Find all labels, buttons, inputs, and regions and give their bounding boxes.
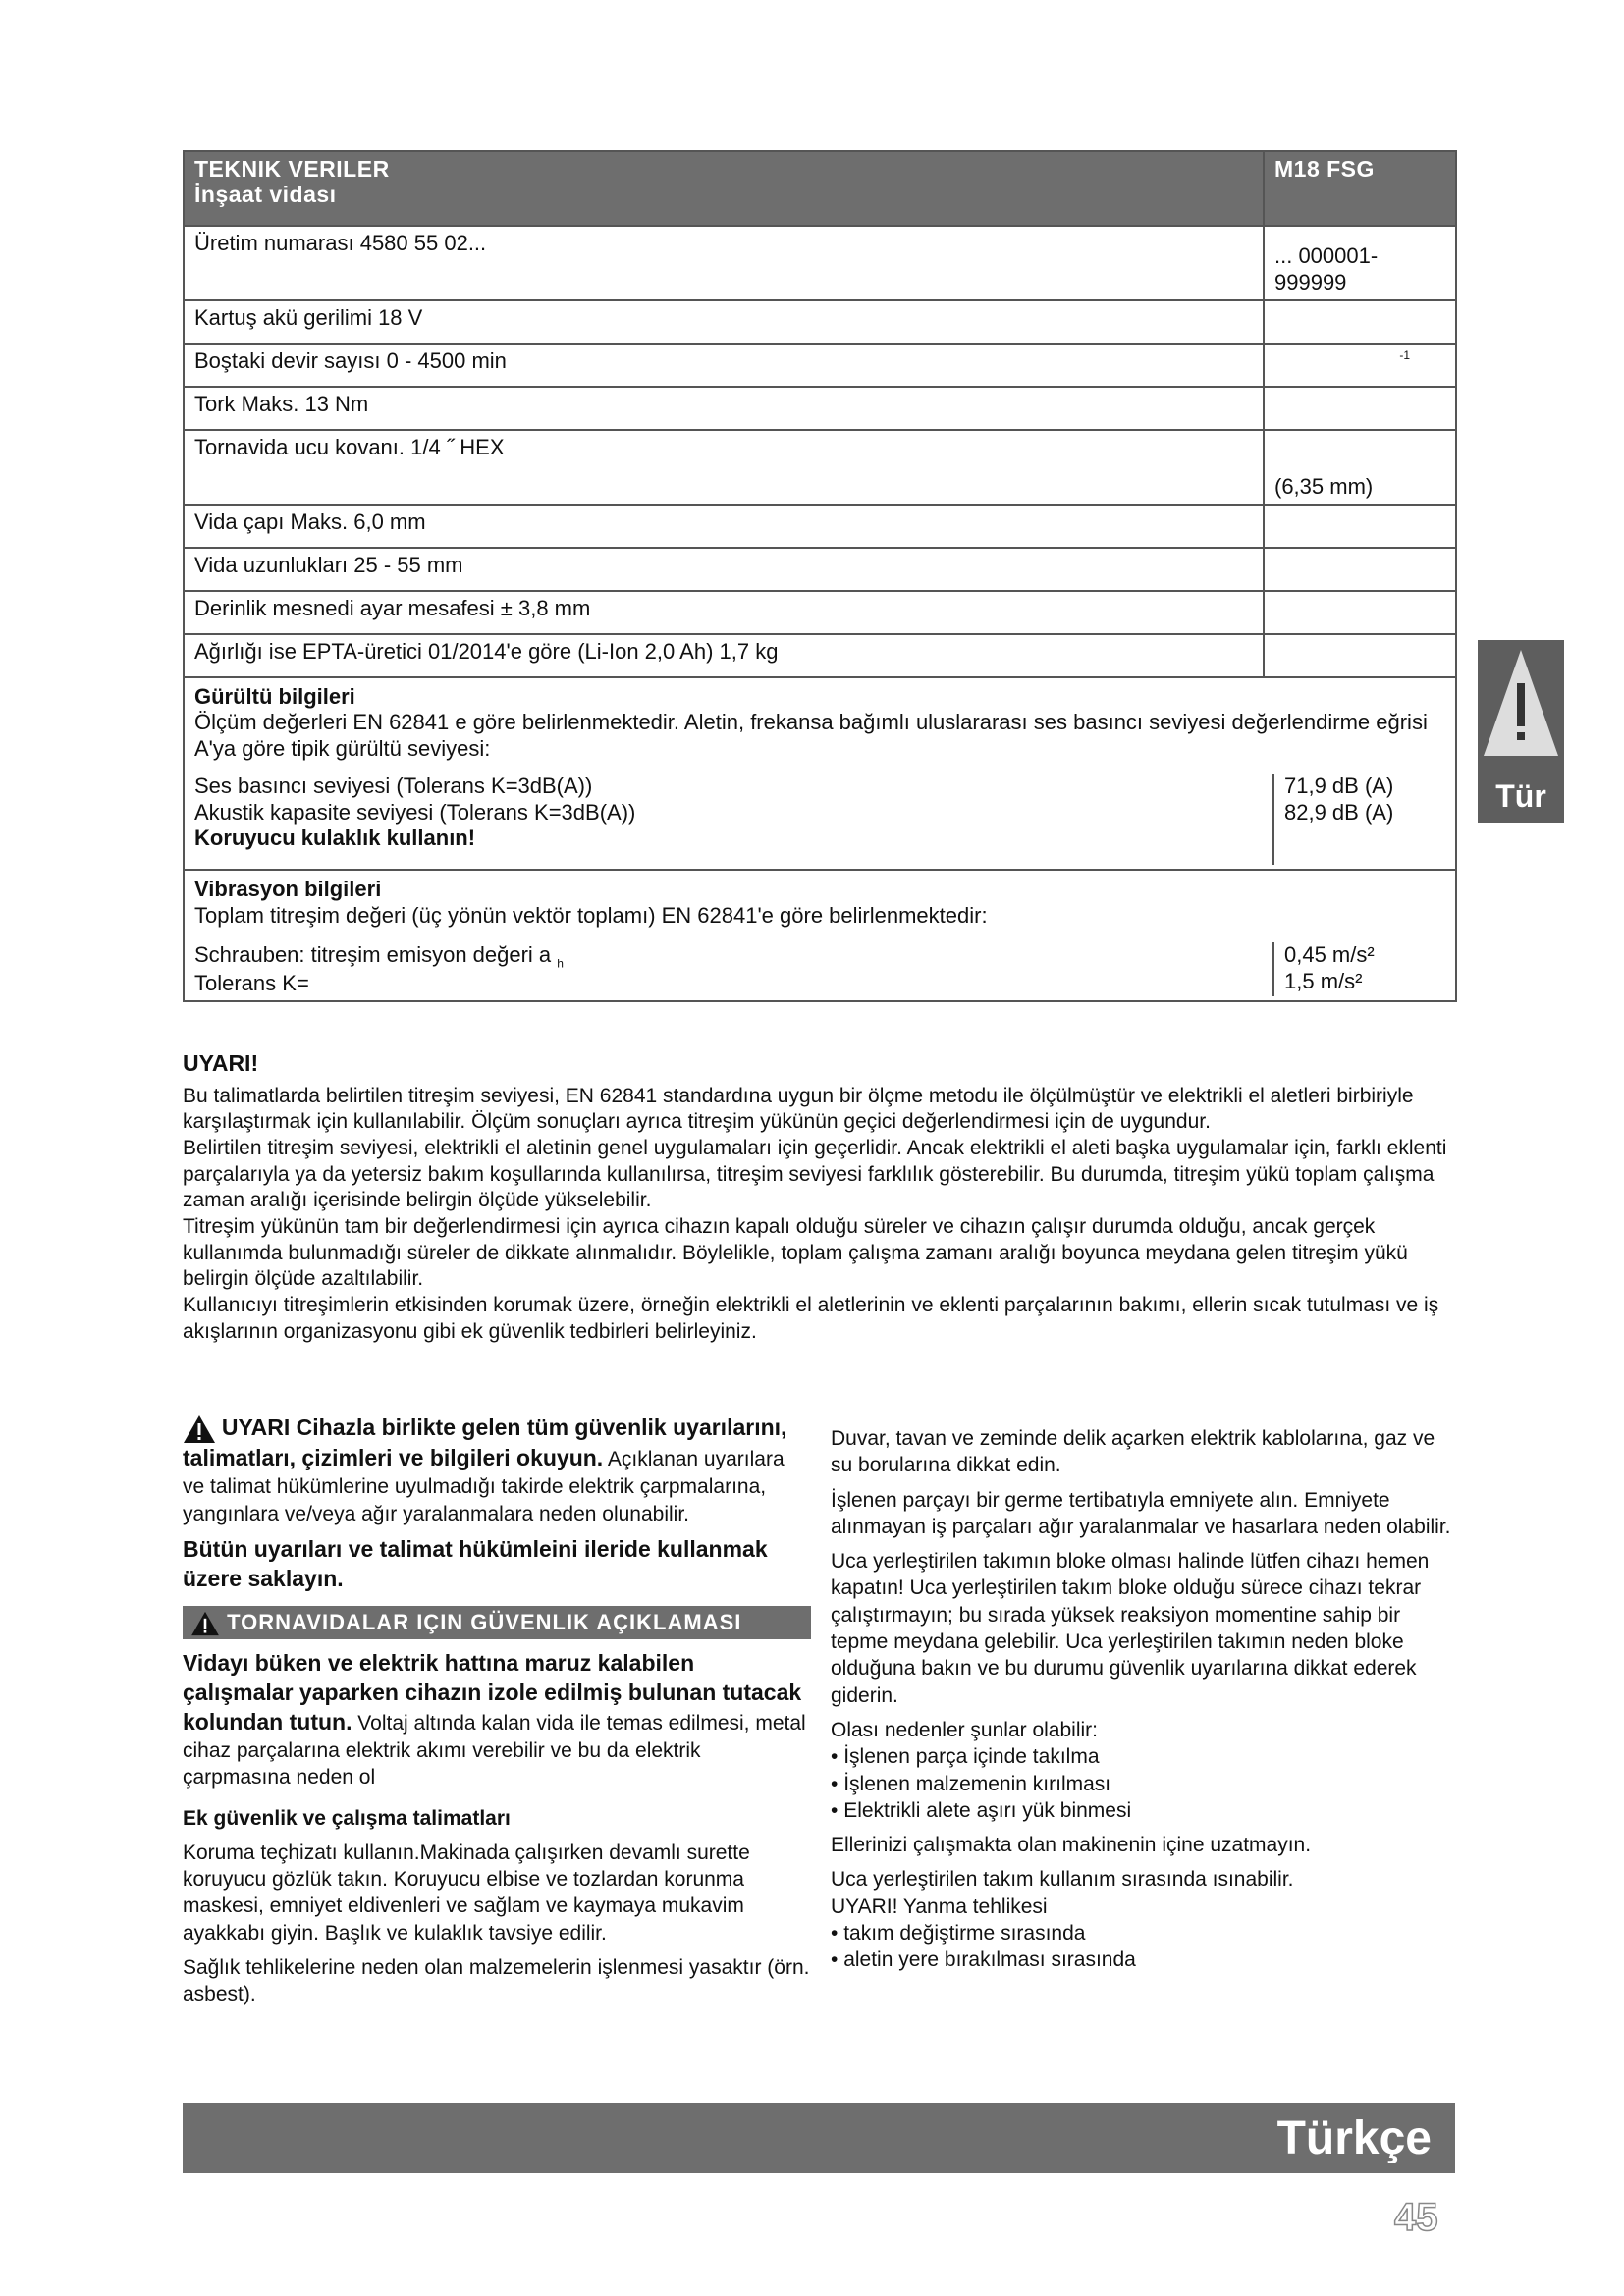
- right-column: Duvar, tavan ve zeminde delik açarken elektrik kablolarına, gaz ve su borularına dikkat edin. İşlenen parçayı bir germe tertibatıyla emniyete alın. Emniyete alınmayan iş parçaları ağır yaralanmalar ve hasarlara neden olabilir. Uca yerleştirilen takımın bloke olması halinde lütfen cihazı hemen kapatın! Uca yerleştirilen takım bloke olduğu sürece cihazı tekrar çalıştırmayın; bu sırada yüksek reaksiyon momentine sahip bir tepme meydana gelebilir. Uca yerleştirilen takımın neden bloke olduğuna bakın ve bu durumu güvenlik uyarılarına dikkat ederek giderin. Olası nedenler şunlar olabilir: • İşlenen parça içinde takılma • İşlenen malzemenin kırılması • Elektrikli alete aşırı yük binmesi Ellerinizi çalışmakta olan makinenin içine uzatmayın. Uca yerleştirilen takım kullanım sırasında ısınabilir. UYARI! Yanma tehlikesi • takım değiştirme sırasında • aletin yere bırakılması sırasında: [831, 1425, 1459, 1974]
- list-item: • aletin yere bırakılması sırasında: [831, 1949, 1136, 1972]
- spec-title: TEKNIK VERILER: [194, 156, 390, 182]
- spec-model: M18 FSG: [1274, 156, 1375, 182]
- spec-table: [183, 150, 1457, 1002]
- spec-row: Tork Maks. 13 Nm: [185, 388, 1455, 431]
- spec-header: [185, 152, 1455, 227]
- warning-block: UYARI! Bu talimatlarda belirtilen titreşim seviyesi, EN 62841 standardına uygun bir ölçme metodu ile ölçülmüştür ve elektrikli el aletleri birbiriyle karşılaştırmak için kullanılabilir. Ölçüm sonuçları ayrıca titreşim yükünün geçici değerlendirmesi için de uygundur. Belirtilen titreşim seviyesi, elektrikli el aletinin genel uygulamaları için geçerlidir. Ancak elektrikli el aleti başka uygulamalar için, farklı eklenti parçalarıyla ya da yetersiz bakım koşullarında kullanılırsa, titreşim seviyesi farklılık gösterebilir. Bu durumda, titreşim yükü toplam çalışma zaman aralığı içerisinde belirgin ölçüde yükselebilir. Titreşim yükünün tam bir değerlendirmesi için ayrıca cihazın kapalı olduğu süreler ve cihazın çalışır durumda olduğu, ancak gerçek kullanımda bulunmadığı süreler de dikkate alınmalıdır. Böylelikle, toplam çalışma zamanı aralığı boyunca meydana gelen titreşim yükü belirgin ölçüde azaltılabilir. Kullanıcıyı titreşimlerin etkisinden korumak üzere, örneğin elektrikli el aletlerinin ve eklenti parçalarının bakımı, ellerin sıcak tutulması ve iş akışlarının organizasyonu gibi ek güvenlik tedbirleri belirleyiniz.: [183, 1050, 1459, 1345]
- noise-section: Gürültü bilgileri Ölçüm değerleri EN 62841 e göre belirlenmektedir. Aletin, frekansa bağımlı uluslararası ses basıncı seviyesi değerlendirme eğrisi A'ya göre tipik gürültü seviyesi: Ses basıncı seviyesi (Tolerans K=3dB(A)) Akustik kapasite seviyesi (Tolerans K=3dB(A)) Koruyucu kulaklık kullanın! 71,9 dB (A) 82,9 dB (A): [185, 678, 1455, 871]
- list-item: • İşlenen parça içinde takılma: [831, 1745, 1100, 1769]
- language-side-tab: Tür: [1478, 640, 1564, 823]
- footer-language-bar: Türkçe: [183, 2103, 1455, 2173]
- spec-row: Vida uzunlukları 25 - 55 mm: [185, 549, 1455, 592]
- vibration-desc: Toplam titreşim değeri (üç yönün vektör toplamı) EN 62841'e göre belirlenmektedir:: [194, 902, 988, 928]
- warning-title: UYARI!: [183, 1050, 259, 1076]
- spec-row: Ağırlığı ise EPTA-üretici 01/2014'e göre (Li-Ion 2,0 Ah) 1,7 kg: [185, 635, 1455, 678]
- list-item: • İşlenen malzemenin kırılması: [831, 1772, 1111, 1795]
- list-item: • takım değiştirme sırasında: [831, 1922, 1086, 1946]
- vibration-section: Vibrasyon bilgileri Toplam titreşim değeri (üç yönün vektör toplamı) EN 62841'e göre belirlenmektedir: Schrauben: titreşim emisyon değeri a $_h$ Tolerans K= 0,45 m/s² 1,5 m/s²: [185, 871, 1455, 1000]
- left-column: UYARI Cihazla birlikte gelen tüm güvenlik uyarılarını, talimatları, çizimleri ve bilgileri okuyun. Açıklanan uyarılara ve talimat hükümlerine uyulmadığı takirde elektrik çarpmalarına, yangınlara ve/veya ağır yaralanmalara neden olunabilir. Bütün uyarıları ve talimat hükümleini ileride kullanmak üzere saklayın. TORNAVIDALAR IÇIN GÜVENLIK AÇIKLAMASI Vidayı büken ve elektrik hattına maruz kalabilen çalışmalar yaparken cihazın izole edilmiş bulunan tutacak kolundan tutun. Voltaj altında kalan vida ile temas edilmesi, metal cihaz parçalarına elektrik akımı verebilir ve bu da elektrik çarpmasına neden ol Ek güvenlik ve çalışma talimatları Koruma teçhizatı kullanın.Makinada çalışırken devamlı surette koruyucu gözlük takın. Koruyucu elbise ve tozlardan korunma maskesi, emniyet eldivenleri ve sağlam ve kaymaya mukavim ayakkabı giyin. Başlık ve kulaklık tavsiye edilir. Sağlık tehlikelerine neden olan malzemelerin işlenmesi yasaktır (örn. asbest).: [183, 1415, 810, 2006]
- section-header: TORNAVIDALAR IÇIN GÜVENLIK AÇIKLAMASI: [183, 1606, 811, 1640]
- spec-row: Üretim numarası 4580 55 02... ... 000001-999999: [185, 227, 1455, 301]
- noise-title: Gürültü bilgileri: [194, 684, 355, 709]
- exclamation-icon: [1478, 640, 1564, 768]
- spec-row: Derinlik mesnedi ayar mesafesi ± 3,8 mm: [185, 592, 1455, 635]
- noise-desc: Ölçüm değerleri EN 62841 e göre belirlenmektedir. Aletin, frekansa bağımlı uluslararası ses basıncı seviyesi değerlendirme eğrisi A'ya göre tipik gürültü seviyesi:: [194, 710, 1428, 761]
- warning-icon: [183, 1415, 216, 1444]
- spec-row: Boştaki devir sayısı 0 - 4500 min -1: [185, 345, 1455, 388]
- warning-icon: [190, 1611, 220, 1636]
- list-item: • Elektrikli alete aşırı yük binmesi: [831, 1798, 1132, 1822]
- spec-row: Kartuş akü gerilimi 18 V: [185, 301, 1455, 345]
- spec-row: Tornavida ucu kovanı. 1/4 ˝ HEX (6,35 mm): [185, 431, 1455, 506]
- page-number: 45: [1394, 2196, 1438, 2239]
- spec-row: Vida çapı Maks. 6,0 mm: [185, 506, 1455, 549]
- vibration-title: Vibrasyon bilgileri: [194, 877, 382, 902]
- spec-subtitle: İnşaat vidası: [194, 182, 337, 208]
